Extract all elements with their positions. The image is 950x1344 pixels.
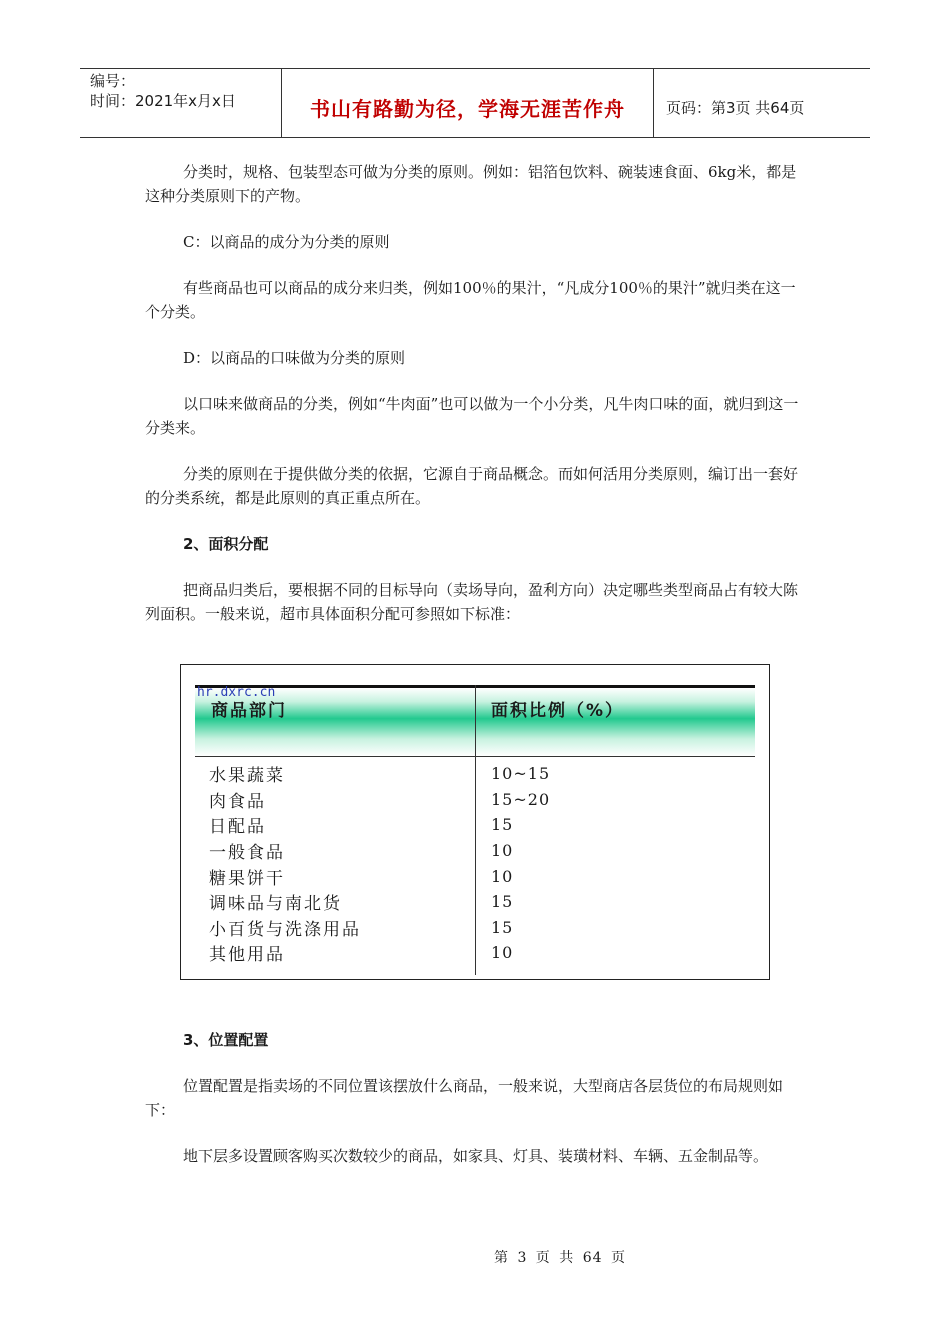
paragraph: 地下层多设置顾客购买次数较少的商品，如家具、灯具、装璜材料、车辆、五金制品等。: [183, 1147, 769, 1165]
section-heading-position: 3、位置配置: [183, 1031, 269, 1049]
table-row: [209, 838, 759, 864]
header-page-info: 页码：第3页 共64页: [666, 98, 805, 117]
cell-department: 糖果饼干: [209, 868, 285, 889]
cell-ratio: 15: [491, 815, 514, 835]
section-heading-area: 2、面积分配: [183, 535, 269, 553]
paragraph: 分类的原则在于提供做分类的依据，它源自于商品概念。而如何活用分类原则，编订出一套好的分类系统，都是此原则的真正重点所在。: [145, 465, 799, 507]
table-row: [209, 787, 759, 813]
table-row: [209, 812, 759, 838]
cell-ratio: 10: [491, 943, 514, 963]
cell-ratio: 15: [491, 917, 514, 937]
cell-ratio: 10~15: [491, 764, 551, 784]
document-body-continued: [145, 1028, 805, 1168]
table-row: [209, 863, 759, 889]
subheading-c: C：以商品的成分为分类的原则: [183, 233, 390, 251]
cell-department: 水果蔬菜: [209, 766, 285, 787]
paragraph: 有些商品也可以商品的成分来归类，例如100％的果汁，“凡成分100％的果汁”就归类在这一个分类。: [145, 279, 796, 321]
paragraph: 分类时，规格、包装型态可做为分类的原则。例如：铝箔包饮料、碗装速食面、6kg米，都是这种分类原则下的产物。: [145, 163, 797, 205]
subheading-d: D：以商品的口味做为分类的原则: [183, 349, 406, 367]
number-label: 编号：: [90, 72, 136, 90]
watermark-text: hr.dxrc.cn: [197, 685, 276, 700]
cell-ratio: 15: [491, 892, 514, 912]
cell-ratio: 15~20: [491, 789, 551, 809]
document-body: [145, 160, 805, 626]
column-header-ratio: 面积比例（%）: [491, 701, 625, 721]
table-row: [209, 940, 759, 966]
footer-page-number: 第 3 页 共 64 页: [494, 1250, 626, 1266]
table-rows: [209, 761, 759, 966]
date-label: 时间：2021年x月x日: [90, 92, 236, 110]
table-row: [209, 889, 759, 915]
cell-department: 其他用品: [209, 945, 285, 966]
paragraph: 把商品归类后，要根据不同的目标导向（卖场导向，盈利方向）决定哪些类型商品占有较大陈列面积。一般来说，超市具体面积分配可参照如下标准：: [145, 581, 799, 623]
cell-department: 调味品与南北货: [209, 894, 342, 915]
column-header-department: 商品部门: [211, 701, 287, 721]
cell-ratio: 10: [491, 866, 514, 886]
cell-department: 日配品: [209, 817, 266, 838]
cell-department: 肉食品: [209, 791, 266, 812]
area-allocation-table: [180, 664, 770, 980]
page-header: [80, 68, 870, 138]
cell-department: 一般食品: [209, 843, 285, 864]
header-motto: 书山有路勤为径，学海无涯苦作舟: [282, 69, 654, 137]
cell-department: 小百货与洗涤用品: [209, 919, 361, 940]
table-row: [209, 915, 759, 941]
cell-ratio: 10: [491, 841, 514, 861]
table-row: [209, 761, 759, 787]
paragraph: 以口味来做商品的分类，例如“牛肉面”也可以做为一个小分类，凡牛肉口味的面，就归到这一分类来。: [145, 395, 799, 437]
paragraph: 位置配置是指卖场的不同位置该摆放什么商品，一般来说，大型商店各层货位的布局规则如下：: [145, 1077, 784, 1119]
header-meta: [80, 69, 282, 137]
page-footer: [0, 1247, 950, 1267]
